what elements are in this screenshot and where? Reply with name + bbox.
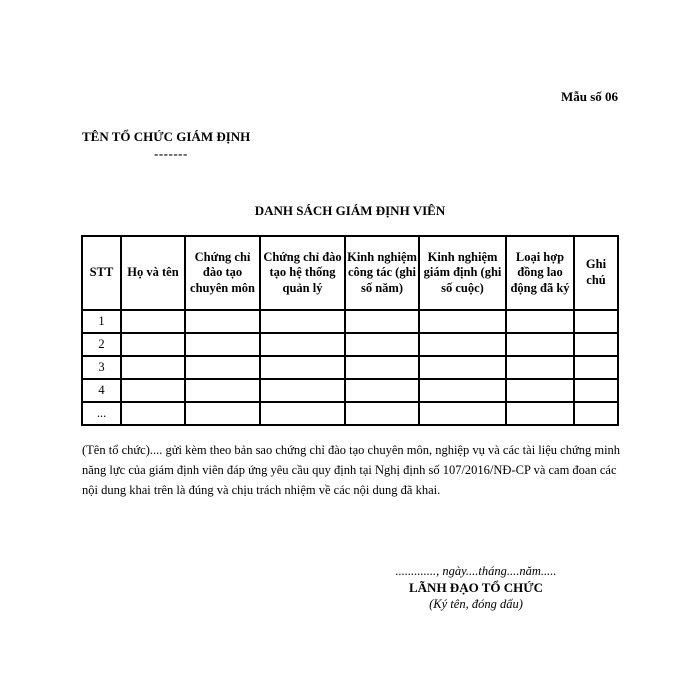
header-management-certificate: Chứng chỉ đào tạo hệ thống quản lý <box>260 236 345 310</box>
table-cell-stt: 1 <box>82 310 121 333</box>
date-line: ............., ngày....tháng....năm..... <box>395 564 557 578</box>
signatory-title: LÃNH ĐẠO TỔ CHỨC <box>409 580 543 595</box>
table-cell <box>121 379 185 402</box>
table-cell <box>506 402 574 425</box>
header-full-name: Họ và tên <box>121 236 185 310</box>
table-cell <box>260 402 345 425</box>
table-cell <box>506 310 574 333</box>
table-cell <box>574 379 618 402</box>
table-cell <box>121 402 185 425</box>
table-cell <box>185 333 260 356</box>
organization-name: TÊN TỔ CHỨC GIÁM ĐỊNH <box>82 129 251 144</box>
inspector-list-table <box>81 235 619 426</box>
form-number: Mẫu số 06 <box>560 89 618 104</box>
table-cell <box>185 379 260 402</box>
table-cell <box>419 356 506 379</box>
header-work-experience: Kinh nghiệm công tác (ghi số năm) <box>345 236 419 310</box>
table-cell <box>574 356 618 379</box>
table-cell <box>419 402 506 425</box>
table-cell <box>260 356 345 379</box>
header-contract-type: Loại hợp đồng lao động đã ký <box>506 236 574 310</box>
table-cell-stt: 3 <box>82 356 121 379</box>
table-cell <box>185 356 260 379</box>
table-cell <box>121 356 185 379</box>
table-cell <box>185 310 260 333</box>
table-cell <box>345 356 419 379</box>
table-cell <box>345 402 419 425</box>
table-cell <box>506 379 574 402</box>
table-cell <box>121 310 185 333</box>
signature-note: (Ký tên, đóng dấu) <box>429 597 523 611</box>
table-cell-stt: ... <box>82 402 121 425</box>
table-row <box>82 333 618 356</box>
table-cell <box>574 310 618 333</box>
table-cell <box>506 333 574 356</box>
table-cell <box>574 402 618 425</box>
table-cell-stt: 4 <box>82 379 121 402</box>
table-cell <box>121 333 185 356</box>
commitment-paragraph: (Tên tổ chức).... gửi kèm theo bản sao chứng chỉ đào tạo chuyên môn, nghiệp vụ và các tài liệu chứng minh năng lực của giám định viên đáp ứng yêu cầu quy định tại Nghị định số 107/2016/NĐ-CP và cam đoan các nội dung khai trên là đúng và chịu trách nhiệm về các nội dung đã khai. <box>82 443 621 497</box>
table-cell <box>419 310 506 333</box>
table-cell <box>345 333 419 356</box>
header-professional-certificate: Chứng chỉ đào tạo chuyên môn <box>185 236 260 310</box>
table-cell <box>419 379 506 402</box>
table-row <box>82 356 618 379</box>
table-cell <box>260 333 345 356</box>
header-inspection-experience: Kinh nghiệm giám định (ghi số cuộc) <box>419 236 506 310</box>
table-cell <box>574 333 618 356</box>
table-cell <box>260 310 345 333</box>
table-header-row <box>82 236 618 310</box>
document-title: DANH SÁCH GIÁM ĐỊNH VIÊN <box>254 203 446 218</box>
table-row <box>82 402 618 425</box>
table-row <box>82 379 618 402</box>
table-cell-stt: 2 <box>82 333 121 356</box>
table-cell <box>419 333 506 356</box>
header-stt: STT <box>82 236 121 310</box>
table-cell <box>506 356 574 379</box>
table-cell <box>345 379 419 402</box>
table-cell <box>185 402 260 425</box>
table-row <box>82 310 618 333</box>
table-cell <box>260 379 345 402</box>
header-notes: Ghi chú <box>574 236 618 310</box>
organization-separator: ------- <box>154 146 188 161</box>
table-cell <box>345 310 419 333</box>
